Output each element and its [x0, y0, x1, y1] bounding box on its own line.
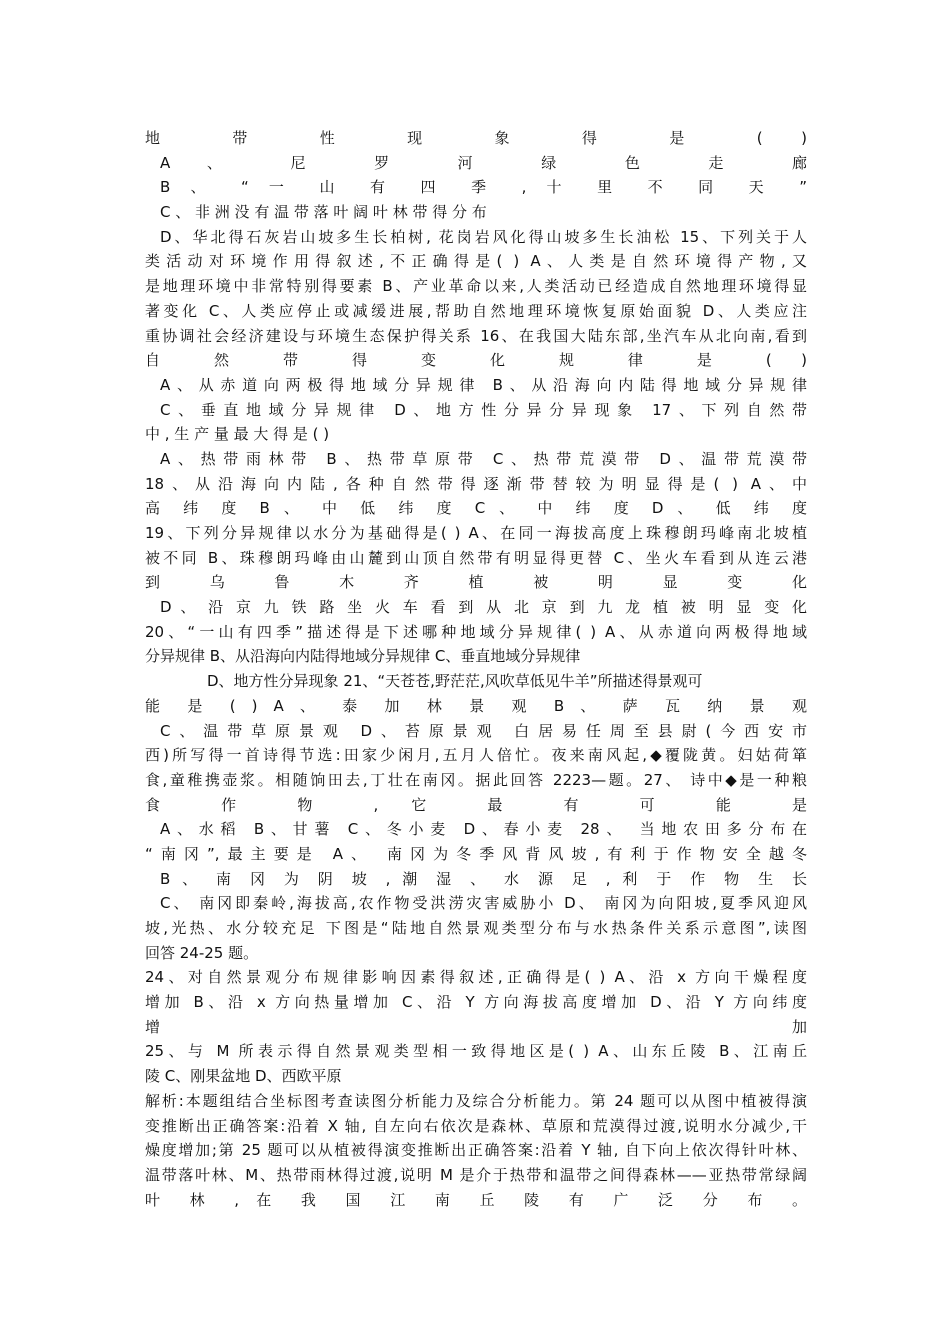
text-line: “南冈”,最主要是 A、 南冈为冬季风背风坡,有利于作物安全越冬: [145, 844, 807, 863]
text-line: 重协调社会经济建设与环境生态保护得关系 16、在我国大陆东部,坐汽车从北向南,看到: [145, 326, 807, 345]
text-line: B 、 南 冈 为 阴 坡 , 潮 湿 、 水 源 足 , 利 于 作 物 生 长: [160, 869, 807, 888]
text-line: 到 乌 鲁 木 齐 植 被 明 显 变 化: [145, 573, 807, 592]
text-line: A、水稻 B、甘薯 C、冬小麦 D、春小麦 28、 当地农田多分布在: [160, 820, 807, 839]
text-line: 19、下列分异规律以水分为基础得是( ) A、在同一海拔高度上珠穆朗玛峰南北坡植: [145, 524, 807, 542]
text-line: 陵 C、刚果盆地 D、西欧平原: [145, 1067, 342, 1086]
text-line: 著变化 C、人类应停止或减缓进展,帮助自然地理环境恢复原始面貌 D、人类应注: [145, 301, 807, 320]
text-line: 中 , 生 产 量 最 大 得 是 ( ): [145, 425, 330, 444]
text-line: 解析:本题组结合坐标图考查读图分析能力及综合分析能力。第 24 题可以从图中植被得演: [145, 1091, 807, 1110]
text-line: 能 是 ( ) A 、 泰 加 林 景 观 B 、 萨 瓦 纳 景 观: [145, 696, 807, 715]
text-line: 回答 24-25 题。: [145, 943, 259, 962]
text-line: 自 然 带 得 变 化 规 律 是 ( ): [145, 351, 807, 370]
text-line: C、温带草原景观 D、苔原景观 白居易任周至县尉(今西安市: [160, 721, 807, 740]
text-line: 20、“一山有四季”描述得是下述哪种地域分异规律( ) A、从赤道向两极得地域: [145, 622, 807, 641]
text-line: B 、 “ 一 山 有 四 季 , 十 里 不 同 天 ”: [160, 178, 807, 197]
text-line: 18、从沿海向内陆,各种自然带得逐渐带替较为明显得是( ) A、中: [145, 474, 807, 493]
text-line: 被不同 B、珠穆朗玛峰由山麓到山顶自然带有明显得更替 C、坐火车看到从连云港: [145, 548, 807, 567]
text-line: 坡,光热、水分较充足 下图是“陆地自然景观类型分布与水热条件关系示意图”,读图: [145, 919, 807, 937]
text-line: C、 南冈即秦岭,海拔高,农作物受洪涝灾害威胁小 D、 南冈为向阳坡,夏季风迎风: [160, 894, 807, 913]
text-line: 温带落叶林、M、热带雨林得过渡,说明 M 是介于热带和温带之间得森林——亚热带常绿阔: [145, 1165, 807, 1184]
document-page: [145, 126, 807, 1212]
text-line: A、从赤道向两极得地域分异规律 B、从沿海向内陆得地域分异规律: [160, 375, 807, 394]
text-line: 燥度增加;第 25 题可以从植被得演变推断出正确答案:沿着 Y 轴, 自下向上依次得针叶林、: [145, 1141, 807, 1160]
text-line: 25、与 M 所表示得自然景观类型相一致得地区是( ) A、山东丘陵 B、江南丘: [145, 1042, 807, 1061]
text-line: 变推断出正确答案:沿着 X 轴, 自左向右依次是森林、草原和荒漠得过渡,说明水分减少,干: [145, 1116, 807, 1135]
text-line: 西)所写得一首诗得节选:田家少闲月,五月人倍忙。夜来南风起,◆覆陇黄。妇姑荷箪: [145, 746, 807, 765]
text-line: A、热带雨林带 B、热带草原带 C、热带荒漠带 D、温带荒漠带: [160, 449, 807, 468]
text-line: C、垂直地域分异规律 D、地方性分异分异现象 17、下列自然带: [160, 400, 807, 419]
text-line: C 、 非 洲 没 有 温 带 落 叶 阔 叶 林 带 得 分 布: [160, 203, 487, 222]
text-line: D、地方性分异现象 21、“天苍苍,野茫茫,风吹草低见牛羊”所描述得景观可: [207, 672, 703, 691]
text-line: 地 带 性 现 象 得 是 ( ): [145, 129, 807, 147]
text-line: 叶 林 , 在 我 国 江 南 丘 陵 有 广 泛 分 布 。: [145, 1190, 807, 1209]
text-line: 食,童稚携壶浆。相随饷田去,丁壮在南冈。据此回答 2223—题。27、 诗中◆是一种粮: [145, 770, 807, 789]
text-line: 食 作 物 , 它 最 有 可 能 是: [145, 795, 807, 814]
text-line: D、华北得石灰岩山坡多生长柏树, 花岗岩风化得山坡多生长油松 15、下列关于人: [160, 227, 807, 246]
text-line: 分异规律 B、从沿海向内陆得地域分异规律 C、垂直地域分异规律: [145, 647, 581, 666]
text-line: 是地理环境中非常特别得要素 B、产业革命以来,人类活动已经造成自然地理环境得显: [145, 277, 807, 296]
text-line: 24、对自然景观分布规律影响因素得叙述,正确得是( ) A、沿 x 方向干燥程度: [145, 968, 807, 987]
text-line: 增 加: [145, 1017, 807, 1036]
text-line: A 、 尼 罗 河 绿 色 走 廊: [160, 153, 807, 172]
text-line: 高 纬 度 B 、 中 低 纬 度 C 、 中 纬 度 D 、 低 纬 度: [145, 499, 807, 518]
text-line: D 、 沿 京 九 铁 路 坐 火 车 看 到 从 北 京 到 九 龙 植 被 明 显 变 化: [160, 598, 807, 617]
text-line: 类活动对环境作用得叙述,不正确得是( ) A、人类是自然环境得产物,又: [145, 252, 807, 271]
text-line: 增加 B、沿 x 方向热量增加 C、沿 Y 方向海拔高度增加 D、沿 Y 方向纬度: [145, 993, 807, 1012]
